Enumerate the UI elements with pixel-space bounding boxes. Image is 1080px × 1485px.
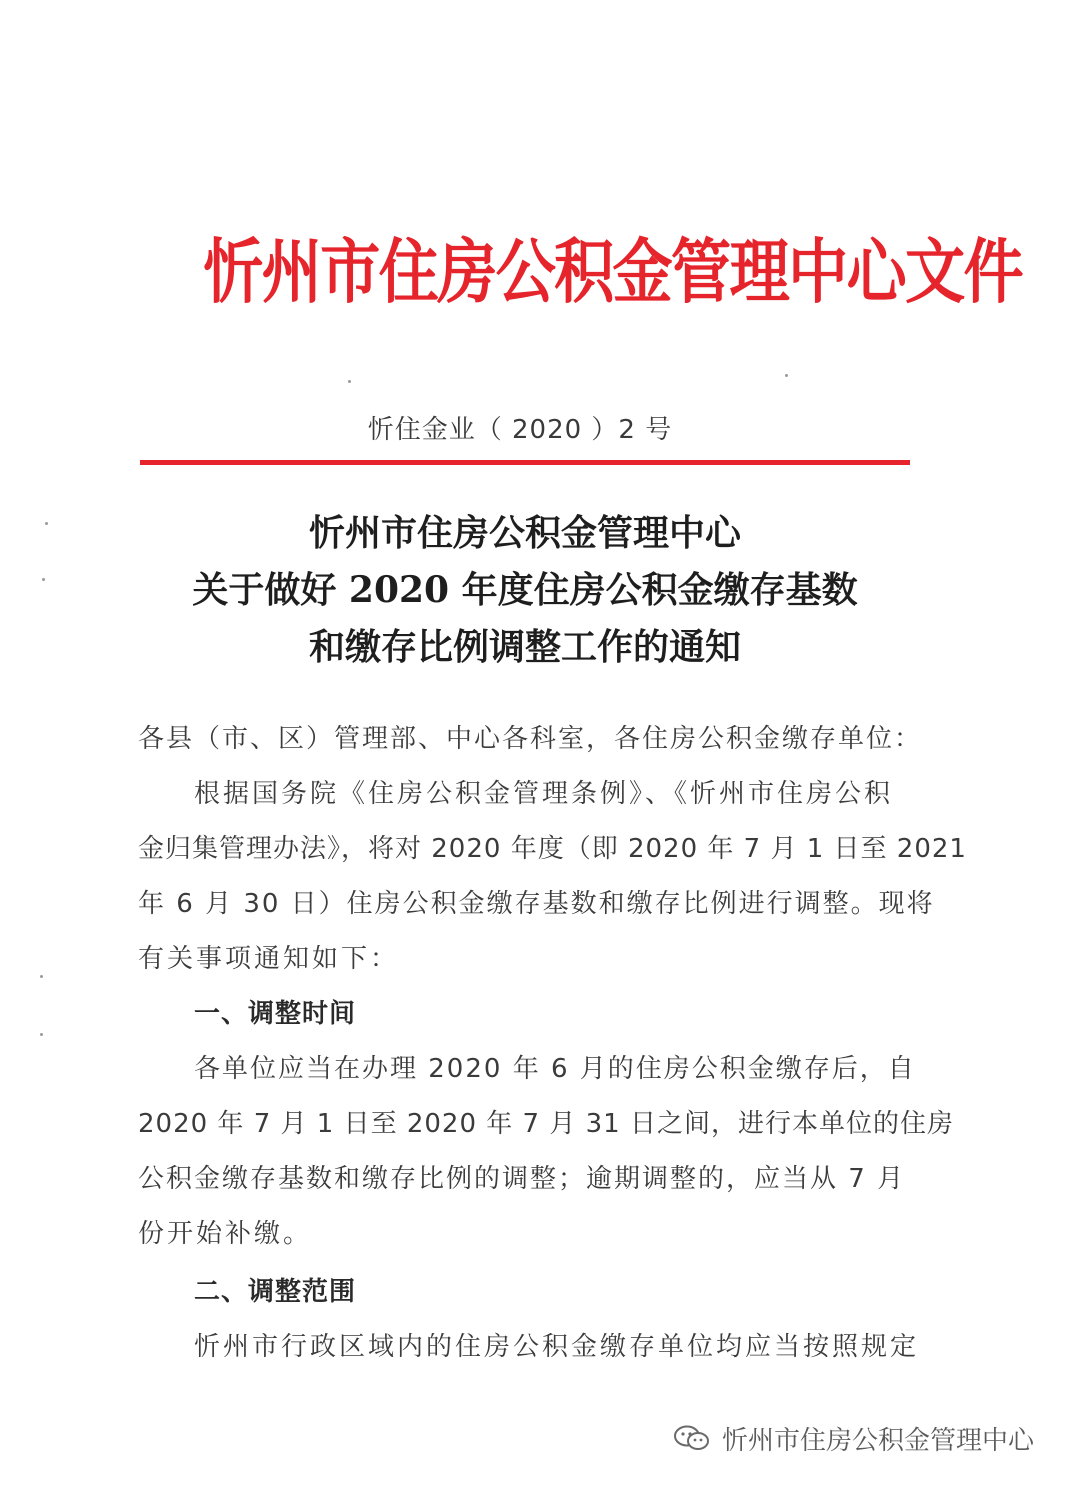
addressee-line: 各县（市、区）管理部、中心各科室，各住房公积金缴存单位： — [138, 724, 923, 754]
scan-speck — [45, 522, 48, 525]
section-paragraph-line: 各单位应当在办理 2020 年 6 月的住房公积金缴存后，自 — [194, 1054, 916, 1084]
section-heading: 二、调整范围 — [194, 1277, 357, 1307]
scan-speck — [40, 1033, 43, 1036]
notice-title-line: 和缴存比例调整工作的通知 — [308, 626, 741, 668]
section-heading: 一、调整时间 — [194, 999, 357, 1029]
document-body — [138, 712, 967, 1375]
intro-paragraph-line: 年 6 月 30 日）住房公积金缴存基数和缴存比例进行调整。现将 — [138, 889, 935, 919]
intro-paragraph-line: 根据国务院《住房公积金管理条例》、《忻州市住房公积 — [194, 779, 894, 809]
section-paragraph-line: 忻州市行政区域内的住房公积金缴存单位均应当按照规定 — [194, 1332, 920, 1362]
notice-title-line: 忻州市住房公积金管理中心 — [308, 512, 741, 554]
document-number: 忻住金业（ 2020 ）2 号 — [367, 415, 673, 445]
notice-title-line: 关于做好 2020 年度住房公积金缴存基数 — [192, 569, 858, 611]
scan-speck — [42, 578, 45, 581]
red-divider-line — [140, 460, 910, 465]
section-paragraph-line: 份开始补缴。 — [138, 1219, 313, 1249]
intro-paragraph-line: 金归集管理办法》，将对 2020 年度（即 2020 年 7 月 1 日至 2021 — [138, 834, 967, 864]
notice-title — [140, 505, 910, 676]
intro-paragraph-line: 有关事项通知如下： — [138, 944, 400, 974]
watermark-text: 忻州市住房公积金管理中心 — [722, 1425, 1035, 1456]
section-paragraph-line: 公积金缴存基数和缴存比例的调整；逾期调整的，应当从 7 月 — [138, 1164, 906, 1194]
scan-speck — [348, 380, 351, 383]
scan-speck — [785, 374, 788, 377]
scan-speck — [40, 975, 43, 978]
document-header-title: 忻州市住房公积金管理中心文件 — [203, 230, 1022, 313]
section-paragraph-line: 2020 年 7 月 1 日至 2020 年 7 月 31 日之间，进行本单位的住房 — [138, 1109, 954, 1139]
wechat-watermark — [672, 1418, 1034, 1458]
wechat-icon — [672, 1423, 712, 1453]
